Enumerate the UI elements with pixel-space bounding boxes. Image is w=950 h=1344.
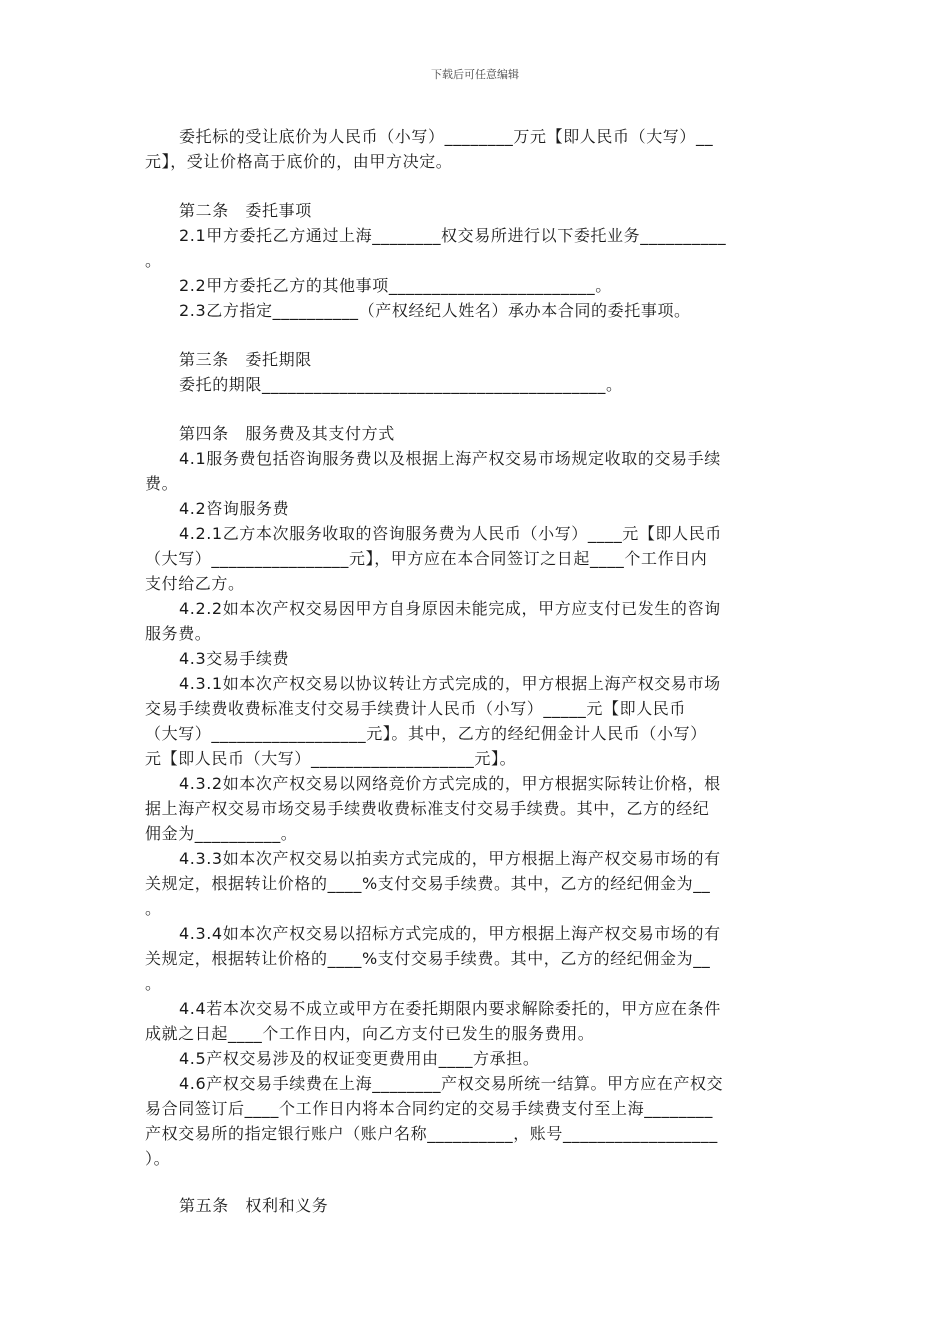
paragraph-line: 2.1甲方委托乙方通过上海________权交易所进行以下委托业务__________: [179, 226, 727, 245]
section-heading-2: 第二条 委托事项: [179, 201, 312, 220]
paragraph-line: 支付给乙方。: [145, 574, 245, 593]
paragraph-line: 4.3.2如本次产权交易以网络竞价方式完成的，甲方根据实际转让价格，根: [179, 774, 721, 793]
paragraph-line: 易合同签订后____个工作日内将本合同约定的交易手续费支付至上海________: [145, 1099, 714, 1118]
paragraph-line: 服务费。: [145, 624, 212, 643]
paragraph-line: 4.3.3如本次产权交易以拍卖方式完成的，甲方根据上海产权交易市场的有: [179, 849, 721, 868]
paragraph-line: 。: [145, 899, 162, 918]
paragraph-line: 4.3.4如本次产权交易以招标方式完成的，甲方根据上海产权交易市场的有: [179, 924, 721, 943]
paragraph-line: 。: [145, 251, 162, 270]
paragraph-line: 据上海产权交易市场交易手续费收费标准支付交易手续费。其中，乙方的经纪: [145, 799, 710, 818]
paragraph-line: 4.5产权交易涉及的权证变更费用由____方承担。: [179, 1049, 540, 1068]
paragraph-line: 4.2.2如本次产权交易因甲方自身原因未能完成，甲方应支付已发生的咨询: [179, 599, 721, 618]
paragraph-line: 成就之日起____个工作日内，向乙方支付已发生的服务费用。: [145, 1024, 595, 1043]
paragraph-line: （大写）________________元】，甲方应在本合同签订之日起____个工作日内: [145, 549, 708, 568]
paragraph-line: 关规定，根据转让价格的____%支付交易手续费。其中，乙方的经纪佣金为__: [145, 949, 711, 968]
paragraph-line: 4.6产权交易手续费在上海________产权交易所统一结算。甲方应在产权交: [179, 1074, 724, 1093]
paragraph-line: 关规定，根据转让价格的____%支付交易手续费。其中，乙方的经纪佣金为__: [145, 874, 711, 893]
paragraph-line: 4.3.1如本次产权交易以协议转让方式完成的，甲方根据上海产权交易市场: [179, 674, 721, 693]
paragraph-gap: [145, 174, 805, 198]
section-heading-4: 第四条 服务费及其支付方式: [179, 424, 395, 443]
paragraph-line: 4.3交易手续费: [179, 649, 290, 668]
paragraph-line: ）。: [145, 1149, 171, 1168]
section-heading-5: 第五条 权利和义务: [179, 1196, 329, 1215]
paragraph-line: 4.4若本次交易不成立或甲方在委托期限内要求解除委托的，甲方应在条件: [179, 999, 721, 1018]
paragraph-gap: [145, 1171, 805, 1193]
paragraph-line: （大写）__________________元】。其中，乙方的经纪佣金计人民币（小写）: [145, 724, 707, 743]
paragraph-line: 委托的期限________________________________________。: [179, 375, 623, 394]
paragraph-line: 元【即人民币（大写）___________________元】。: [145, 749, 517, 768]
paragraph-gap: [145, 397, 805, 421]
paragraph-gap: [145, 323, 805, 347]
paragraph-line: 。: [145, 974, 162, 993]
paragraph-line: 佣金为__________。: [145, 824, 298, 843]
paragraph-line: 2.2甲方委托乙方的其他事项________________________。: [179, 276, 612, 295]
paragraph-line: 4.2.1乙方本次服务收取的咨询服务费为人民币（小写）____元【即人民币: [179, 524, 722, 543]
paragraph-line: 2.3乙方指定__________（产权经纪人姓名）承办本合同的委托事项。: [179, 301, 691, 320]
paragraph-line: 费。: [145, 474, 179, 493]
paragraph-line: 4.2咨询服务费: [179, 499, 290, 518]
paragraph-line: 交易手续费收费标准支付交易手续费计人民币（小写）_____元【即人民币: [145, 699, 687, 718]
section-heading-3: 第三条 委托期限: [179, 350, 312, 369]
page-header: 下载后可任意编辑: [431, 68, 519, 81]
document-body: [145, 124, 805, 1218]
paragraph-line: 元】，受让价格高于底价的，由甲方决定。: [145, 152, 453, 171]
paragraph-line: 产权交易所的指定银行账户（账户名称__________，账号__________________: [145, 1124, 718, 1143]
paragraph-line: 委托标的受让底价为人民币（小写）________万元【即人民币（大写）__: [179, 127, 714, 146]
paragraph-line: 4.1服务费包括咨询服务费以及根据上海产权交易市场规定收取的交易手续: [179, 449, 721, 468]
